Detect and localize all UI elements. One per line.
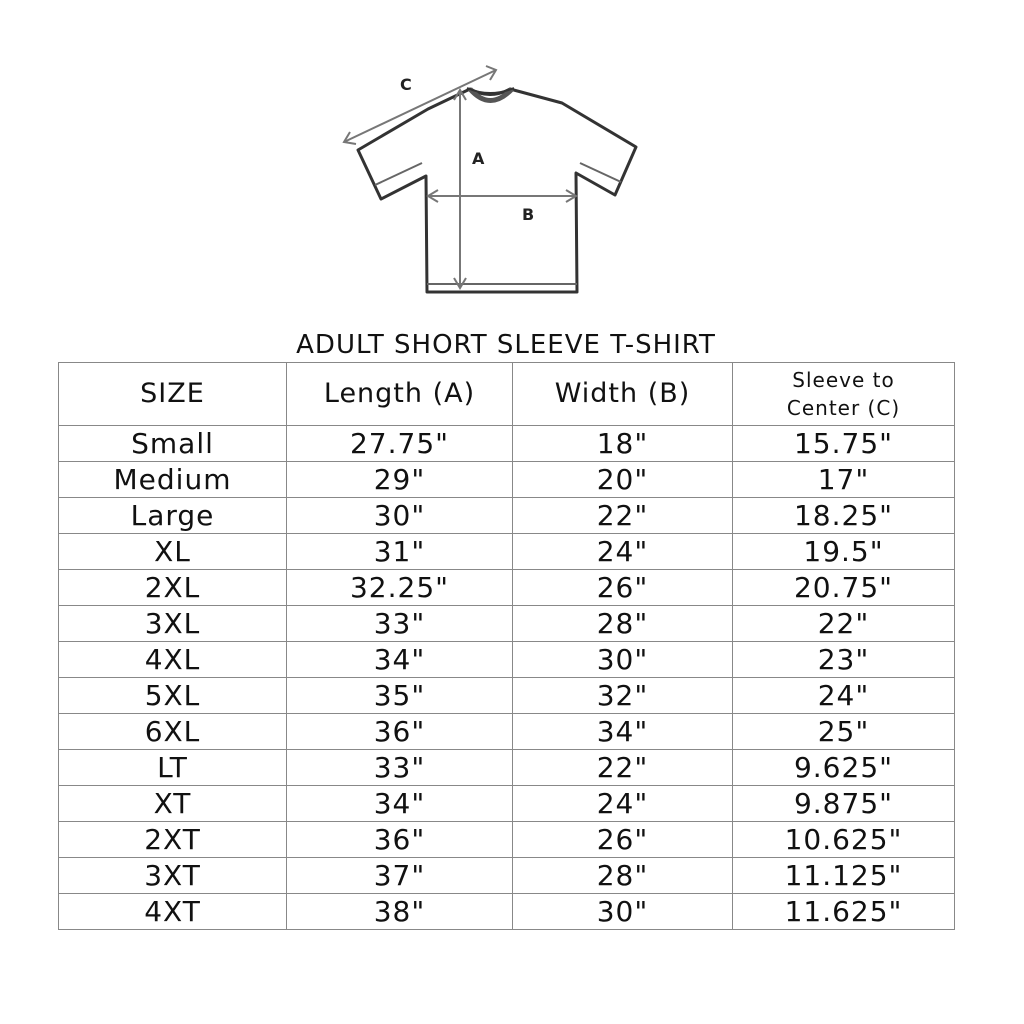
- tshirt-diagram: [330, 60, 650, 310]
- cell-size: LT: [59, 750, 287, 786]
- header-sleeve-line1: Sleeve to: [792, 368, 895, 392]
- cell-size: 2XT: [59, 822, 287, 858]
- table-body: [59, 426, 955, 930]
- cell-length: 35": [287, 678, 513, 714]
- cell-size: Small: [59, 426, 287, 462]
- cell-width: 18": [513, 426, 733, 462]
- cell-size: Large: [59, 498, 287, 534]
- cell-sleeve: 18.25": [733, 498, 955, 534]
- cell-width: 28": [513, 858, 733, 894]
- cell-sleeve: 15.75": [733, 426, 955, 462]
- cell-sleeve: 20.75": [733, 570, 955, 606]
- cell-sleeve: 17": [733, 462, 955, 498]
- label-a: A: [472, 149, 485, 168]
- cell-width: 26": [513, 822, 733, 858]
- cell-sleeve: 22": [733, 606, 955, 642]
- cell-length: 32.25": [287, 570, 513, 606]
- cell-width: 28": [513, 606, 733, 642]
- cell-size: XL: [59, 534, 287, 570]
- measure-c-line: [344, 70, 496, 142]
- label-c: C: [400, 75, 412, 94]
- chart-title: ADULT SHORT SLEEVE T-SHIRT: [296, 330, 716, 360]
- cell-width: 20": [513, 462, 733, 498]
- cell-sleeve: 9.875": [733, 786, 955, 822]
- cell-sleeve: 10.625": [733, 822, 955, 858]
- cell-size: XT: [59, 786, 287, 822]
- cell-size: 4XL: [59, 642, 287, 678]
- cell-width: 32": [513, 678, 733, 714]
- cell-size: Medium: [59, 462, 287, 498]
- table-row: [59, 786, 955, 822]
- cell-width: 22": [513, 750, 733, 786]
- cell-length: 33": [287, 606, 513, 642]
- table-row: [59, 498, 955, 534]
- cell-length: 36": [287, 714, 513, 750]
- table-row: [59, 894, 955, 930]
- cell-size: 2XL: [59, 570, 287, 606]
- cell-size: 4XT: [59, 894, 287, 930]
- cell-size: 3XL: [59, 606, 287, 642]
- cell-size: 3XT: [59, 858, 287, 894]
- header-sleeve: [733, 363, 955, 426]
- cell-length: 30": [287, 498, 513, 534]
- size-table: [58, 362, 955, 930]
- cell-length: 36": [287, 822, 513, 858]
- cell-length: 29": [287, 462, 513, 498]
- header-size: SIZE: [59, 363, 287, 426]
- cell-sleeve: 11.125": [733, 858, 955, 894]
- cell-length: 38": [287, 894, 513, 930]
- cell-sleeve: 24": [733, 678, 955, 714]
- cell-width: 30": [513, 894, 733, 930]
- shirt-outline: [358, 89, 636, 292]
- cell-sleeve: 9.625": [733, 750, 955, 786]
- table-row: [59, 426, 955, 462]
- table-row: [59, 822, 955, 858]
- cell-size: 6XL: [59, 714, 287, 750]
- cell-sleeve: 19.5": [733, 534, 955, 570]
- header-width: Width (B): [513, 363, 733, 426]
- cell-length: 37": [287, 858, 513, 894]
- cell-width: 24": [513, 534, 733, 570]
- cell-length: 34": [287, 642, 513, 678]
- cell-sleeve: 23": [733, 642, 955, 678]
- cell-sleeve: 25": [733, 714, 955, 750]
- table-row: [59, 534, 955, 570]
- table-row: [59, 606, 955, 642]
- table-row: [59, 714, 955, 750]
- cell-width: 22": [513, 498, 733, 534]
- cell-width: 34": [513, 714, 733, 750]
- cell-sleeve: 11.625": [733, 894, 955, 930]
- table-row: [59, 678, 955, 714]
- cell-length: 31": [287, 534, 513, 570]
- header-length: Length (A): [287, 363, 513, 426]
- cell-length: 34": [287, 786, 513, 822]
- cell-length: 33": [287, 750, 513, 786]
- table-row: [59, 642, 955, 678]
- cell-width: 30": [513, 642, 733, 678]
- cell-width: 24": [513, 786, 733, 822]
- label-b: B: [522, 205, 535, 224]
- cell-length: 27.75": [287, 426, 513, 462]
- cell-size: 5XL: [59, 678, 287, 714]
- table-row: [59, 750, 955, 786]
- tshirt-icon: [330, 60, 650, 310]
- table-row: [59, 858, 955, 894]
- table-header-row: [59, 363, 955, 426]
- cell-width: 26": [513, 570, 733, 606]
- table-row: [59, 570, 955, 606]
- table-row: [59, 462, 955, 498]
- header-sleeve-line2: Center (C): [786, 396, 901, 420]
